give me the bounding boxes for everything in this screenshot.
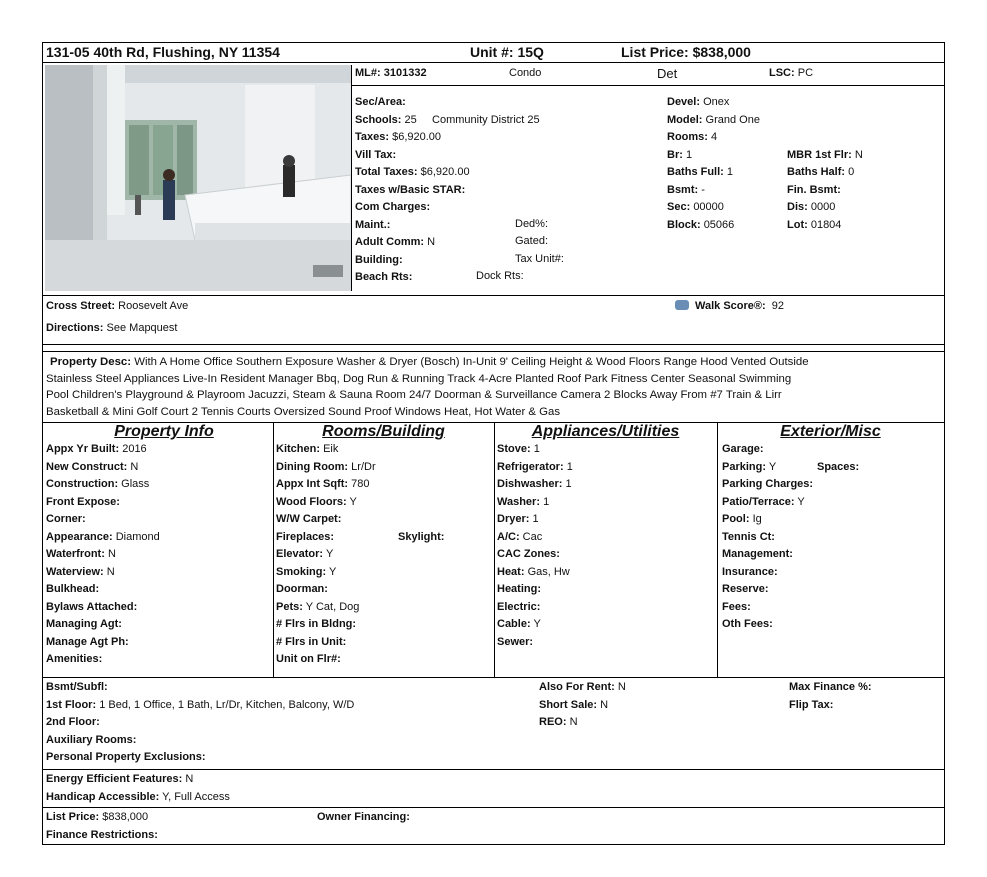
field-value: N [600, 698, 609, 711]
field-value: N [106, 565, 115, 578]
field-label: Bsmt: [667, 183, 699, 196]
field-value: 4 [711, 131, 718, 143]
field-label: Dishwasher: [497, 478, 563, 490]
field-label: Appx Yr Built: [46, 443, 120, 455]
unit-number: Unit #: 15Q [470, 44, 544, 60]
field-value: 1 [685, 148, 693, 161]
energy-section [43, 770, 944, 808]
field-value: Glass [121, 478, 150, 490]
com-charges-row [355, 199, 540, 217]
details-columns [43, 423, 944, 678]
floors-list [46, 679, 354, 767]
field-label: 2nd Floor: [46, 716, 100, 728]
property-photo [45, 65, 352, 291]
field-label: Waterfront: [46, 548, 105, 560]
field-value: - [701, 183, 705, 196]
walk-score-field [675, 300, 784, 312]
gated-label: Gated: [515, 235, 549, 247]
field-label: Spaces: [817, 460, 860, 473]
field-label: Taxes: [355, 131, 390, 143]
exclusions-row [46, 749, 354, 767]
appliances-column [494, 423, 718, 677]
detail-row [497, 616, 717, 634]
finance-section [43, 808, 944, 844]
detail-row [497, 459, 717, 477]
field-value: Roosevelt Ave [118, 300, 189, 312]
field-label: Handicap Accessible: [46, 790, 160, 803]
detail-row [276, 511, 494, 529]
detail-row [46, 441, 273, 459]
field-value: $6,920.00 [420, 166, 470, 178]
desc-line: Pool Children's Playground & Playroom Jacuzzi, Steam & Sauna Room 24/7 Doorman & Surveillance Camera 2 Blocks Away From #7 Train & Lirr [46, 389, 782, 401]
field-label: Block: [667, 218, 701, 231]
field-value: Y [768, 460, 777, 473]
field-label: Baths Full: [667, 166, 724, 178]
desc-line [50, 354, 809, 371]
maint-row [355, 217, 540, 235]
field-value: Eik [323, 443, 339, 455]
detail-row [46, 651, 273, 669]
divider [352, 85, 944, 86]
listing-sheet [42, 42, 945, 845]
energy-row [46, 771, 230, 789]
field-value: Y [325, 548, 334, 560]
field-value: 2016 [122, 443, 147, 455]
ml-value: 3101332 [383, 67, 427, 79]
first-floor-row [46, 697, 354, 715]
field-label: Cross Street: [46, 300, 116, 312]
dock-rts-label: Dock Rts: [476, 270, 524, 282]
property-stats-list [667, 94, 760, 234]
field-label: CAC Zones: [497, 548, 560, 560]
column-title: Property Info [114, 423, 214, 440]
field-label: Management: [722, 548, 793, 560]
field-label: Walk Score®: [695, 300, 766, 312]
field-label: # Flrs in Unit: [276, 635, 347, 648]
detail-row [497, 581, 717, 599]
field-value: 92 [771, 300, 785, 312]
field-value: 1 [565, 478, 572, 490]
field-label: Baths Half: [787, 166, 846, 178]
field-label: A/C: [497, 530, 520, 543]
finance-flags-list [789, 679, 872, 714]
field-value: Y [797, 495, 805, 508]
detail-row [722, 511, 944, 529]
property-stats-extra [787, 147, 863, 235]
list-price-header: List Price: $838,000 [621, 44, 751, 60]
field-value: See Mapquest [106, 322, 178, 334]
aux-rooms-row [46, 732, 354, 750]
field-label: Com Charges: [355, 201, 431, 213]
field-label: Heat: [497, 565, 525, 578]
detail-row [722, 616, 944, 634]
detail-row [497, 599, 717, 617]
field-value: Gas, Hw [527, 565, 570, 578]
detail-row [722, 459, 944, 477]
owner-financing-label: Owner Financing: [317, 811, 410, 823]
description-text [46, 354, 809, 420]
detail-row [722, 581, 944, 599]
detail-row [46, 564, 273, 582]
field-label: Doorman: [276, 583, 328, 595]
detail-row [46, 634, 273, 652]
field-label: Max Finance %: [789, 681, 872, 693]
field-label: Fees: [722, 600, 751, 613]
field-value: $838,000 [102, 811, 149, 823]
field-value: 0000 [810, 201, 836, 213]
field-value: N [569, 716, 578, 728]
max-finance-row [789, 679, 872, 697]
baths-half-row [787, 164, 863, 182]
column-rows [494, 441, 717, 651]
exterior-column [717, 423, 944, 677]
spacer [43, 345, 944, 352]
lsc-value: PC [797, 67, 814, 79]
reo-row [539, 714, 626, 732]
detail-row [276, 564, 494, 582]
bsmt-row [667, 182, 760, 200]
field-value: 1 [726, 166, 734, 178]
field-label: Dryer: [497, 513, 530, 525]
property-type: Condo [509, 67, 542, 79]
field-label: Personal Property Exclusions: [46, 751, 206, 763]
field-label: Parking: [722, 460, 767, 473]
field-label: Auxiliary Rooms: [46, 733, 137, 746]
detail-row [46, 476, 273, 494]
field-value: Grand One [705, 113, 760, 126]
detail-row [46, 599, 273, 617]
field-label: Appearance: [46, 530, 113, 543]
detail-row [276, 529, 494, 547]
field-value: 05066 [703, 218, 735, 231]
summary-section [43, 63, 944, 296]
detail-row [722, 476, 944, 494]
field-value: Ig [752, 513, 762, 525]
field-label: 1st Floor: [46, 698, 97, 711]
field-label: Taxes w/Basic STAR: [355, 183, 466, 196]
field-label: Lot: [787, 218, 808, 231]
finance-list [46, 809, 158, 844]
field-value: 01804 [810, 218, 842, 231]
field-label: Short Sale: [539, 698, 598, 711]
field-label: Construction: [46, 478, 119, 490]
detail-row [497, 441, 717, 459]
field-label: Front Expose: [46, 495, 120, 508]
field-label: Patio/Terrace: [722, 495, 795, 508]
field-label: Cable: [497, 618, 531, 630]
field-value: N [854, 148, 863, 161]
field-label: Total Taxes: [355, 166, 418, 178]
list-price-row [46, 809, 158, 827]
column-rows [717, 441, 944, 634]
block-row [667, 217, 760, 235]
directions-field [46, 322, 177, 334]
field-value: 1 Bed, 1 Office, 1 Bath, Lr/Dr, Kitchen, Balcony, W/D [99, 698, 355, 711]
detail-row [276, 546, 494, 564]
walk-score-icon [675, 300, 689, 310]
rooms-building-column [273, 423, 495, 677]
field-label: Reserve: [722, 583, 769, 595]
detail-row [497, 511, 717, 529]
bsmt-subfl-row [46, 679, 354, 697]
column-title: Rooms/Building [322, 423, 445, 440]
schools-row [355, 112, 540, 130]
handicap-row [46, 789, 230, 807]
field-label: Corner: [46, 513, 86, 525]
detail-row [46, 581, 273, 599]
short-sale-row [539, 697, 626, 715]
mbr-row [787, 147, 863, 165]
total-taxes-row [355, 164, 540, 182]
field-label: Devel: [667, 96, 701, 108]
field-value: Y, Full Access [162, 790, 230, 803]
rooms-row [667, 129, 760, 147]
field-label: New Construct: [46, 460, 128, 473]
property-style: Det [657, 66, 678, 81]
field-label: MBR 1st Flr: [787, 148, 852, 161]
detail-row [722, 599, 944, 617]
detail-row [276, 476, 494, 494]
field-label: Unit on Flr#: [276, 653, 341, 665]
ded-label: Ded%: [515, 218, 549, 230]
field-value: Y Cat, Dog [305, 600, 360, 613]
field-value: $6,920.00 [392, 131, 442, 143]
sec-area-row [355, 94, 540, 112]
field-label: Insurance: [722, 565, 778, 578]
field-label: Sec: [667, 201, 691, 213]
dis-row [787, 199, 863, 217]
devel-row [667, 94, 760, 112]
detail-row [276, 616, 494, 634]
detail-row [497, 564, 717, 582]
also-for-rent-row [539, 679, 626, 697]
location-section [43, 296, 944, 345]
field-value: Lr/Dr [351, 460, 376, 473]
detail-row [722, 494, 944, 512]
detail-row [46, 494, 273, 512]
lobby-image [45, 65, 351, 291]
lsc-field [769, 67, 813, 79]
detail-row [722, 564, 944, 582]
detail-row [276, 441, 494, 459]
field-label: Managing Agt: [46, 618, 122, 630]
field-value: 1 [566, 460, 573, 473]
field-label: Kitchen: [276, 443, 320, 455]
fin-bsmt-row [787, 182, 863, 200]
field-label: Br: [667, 148, 683, 161]
field-label: Amenities: [46, 653, 103, 665]
field-label: Garage: [722, 443, 764, 455]
detail-row [46, 546, 273, 564]
baths-full-row [667, 164, 760, 182]
field-label: Bulkhead: [46, 583, 100, 595]
detail-row [46, 459, 273, 477]
field-value: N [130, 460, 139, 473]
column-rows [43, 441, 273, 669]
floors-section [43, 678, 944, 770]
field-label: Fin. Bsmt: [787, 183, 841, 196]
field-value: N [185, 773, 194, 785]
field-label: Sec/Area: [355, 96, 406, 108]
ml-label: ML#: [355, 67, 381, 79]
taxes-row [355, 129, 540, 147]
field-label: # Flrs in Bldng: [276, 618, 357, 630]
field-label: Stove: [497, 443, 531, 455]
field-label: Pets: [276, 600, 303, 613]
star-row [355, 182, 540, 200]
field-value: N [107, 548, 116, 560]
field-label: Skylight: [398, 530, 445, 543]
field-label: Also For Rent: [539, 681, 615, 693]
detail-row [46, 511, 273, 529]
field-label: Electric: [497, 600, 541, 613]
field-label: Waterview: [46, 565, 104, 578]
br-row [667, 147, 760, 165]
desc-text: With A Home Office Southern Exposure Washer & Dryer (Bosch) In-Unit 9' Ceiling Height & Wood Floors Range Hood Vented Outside [134, 356, 809, 368]
field-label: W/W Carpet: [276, 513, 342, 525]
field-value: Onex [703, 96, 730, 108]
field-value: 1 [532, 513, 539, 525]
header-row [43, 43, 944, 63]
field-label: List Price: [46, 811, 100, 823]
field-label: Maint.: [355, 218, 391, 231]
field-label: Smoking: [276, 565, 327, 578]
field-value: Y [533, 618, 541, 630]
field-label: Finance Restrictions: [46, 828, 158, 841]
field-label: Beach Rts: [355, 271, 413, 283]
second-floor-row [46, 714, 354, 732]
sale-flags-list [539, 679, 626, 732]
field-label: Elevator: [276, 548, 324, 560]
detail-row [276, 651, 494, 669]
field-label: Adult Comm: [355, 236, 425, 248]
desc-line: Basketball & Mini Golf Court 2 Tennis Courts Oversized Sound Proof Windows Heat, Hot Water & Gas [46, 405, 561, 418]
field-label: Schools: [355, 113, 402, 126]
detail-row [497, 494, 717, 512]
field-label: Energy Efficient Features: [46, 773, 183, 785]
detail-row [46, 529, 273, 547]
model-row [667, 112, 760, 130]
field-label: Rooms: [667, 131, 708, 143]
lsc-label: LSC: [769, 67, 795, 79]
building-row [355, 252, 540, 270]
ml-number-field [355, 67, 427, 79]
field-label: Refrigerator: [497, 460, 564, 473]
desc-label: Property Desc: [50, 356, 132, 368]
finance-restrictions-row [46, 827, 158, 845]
field-label: Oth Fees: [722, 618, 773, 630]
vill-tax-row [355, 147, 540, 165]
detail-row [276, 599, 494, 617]
field-label: Vill Tax: [355, 148, 397, 161]
field-value: 25 Community District 25 [404, 113, 540, 126]
field-value: 00000 [693, 201, 724, 213]
property-info-column [43, 423, 274, 677]
field-label: Pool: [722, 513, 750, 525]
detail-row [497, 634, 717, 652]
detail-row [497, 476, 717, 494]
field-label: Manage Agt Ph: [46, 635, 129, 648]
field-value: Cac [522, 530, 543, 543]
field-value: 0 [848, 166, 855, 178]
column-title: Appliances/Utilities [531, 423, 680, 440]
detail-row [276, 494, 494, 512]
detail-row [276, 581, 494, 599]
field-label: Wood Floors: [276, 495, 347, 508]
field-label: Tennis Ct: [722, 530, 775, 543]
adult-comm-row [355, 234, 540, 252]
property-description [43, 352, 944, 423]
detail-row [722, 546, 944, 564]
field-value: N [617, 681, 626, 693]
field-label: Dis: [787, 201, 808, 213]
detail-row [722, 529, 944, 547]
cross-street-field [46, 300, 188, 312]
field-label: Directions: [46, 322, 104, 334]
detail-row [497, 529, 717, 547]
field-label: Parking Charges: [722, 478, 814, 490]
detail-row [722, 441, 944, 459]
field-label: Bsmt/Subfl: [46, 681, 108, 693]
field-label: Fireplaces: [276, 530, 335, 543]
tax-info-list [355, 94, 540, 287]
address: 131-05 40th Rd, Flushing, NY 11354 [46, 44, 280, 60]
desc-line: Stainless Steel Appliances Live-In Resident Manager Bbq, Dog Run & Running Track 4-Acre Planted Roof Park Fitness Center Seasonal Swimming [46, 372, 792, 385]
field-label: Flip Tax: [789, 698, 834, 711]
field-value: 1 [543, 495, 550, 508]
field-value: Y [349, 495, 357, 508]
detail-row [46, 616, 273, 634]
tax-unit-label: Tax Unit#: [515, 253, 564, 265]
field-label: Dining Room: [276, 460, 349, 473]
field-label: Heating: [497, 583, 541, 595]
field-label: Washer: [497, 495, 540, 508]
field-label: Appx Int Sqft: [276, 478, 349, 490]
field-value: Y [328, 565, 337, 578]
detail-row [276, 459, 494, 477]
field-label: REO: [539, 716, 567, 728]
energy-list [46, 771, 230, 806]
sec-row [667, 199, 760, 217]
field-label: Sewer: [497, 635, 534, 648]
flip-tax-row [789, 697, 872, 715]
detail-row [276, 634, 494, 652]
lot-row [787, 217, 863, 235]
field-value: Diamond [115, 530, 160, 543]
field-label: Model: [667, 113, 703, 126]
detail-row [497, 546, 717, 564]
field-label: Bylaws Attached: [46, 600, 138, 613]
field-label: Building: [355, 253, 403, 266]
column-rows [273, 441, 494, 669]
column-title: Exterior/Misc [780, 423, 881, 440]
field-value: N [427, 236, 436, 248]
field-value: 780 [351, 478, 370, 490]
field-value: 1 [533, 443, 540, 455]
